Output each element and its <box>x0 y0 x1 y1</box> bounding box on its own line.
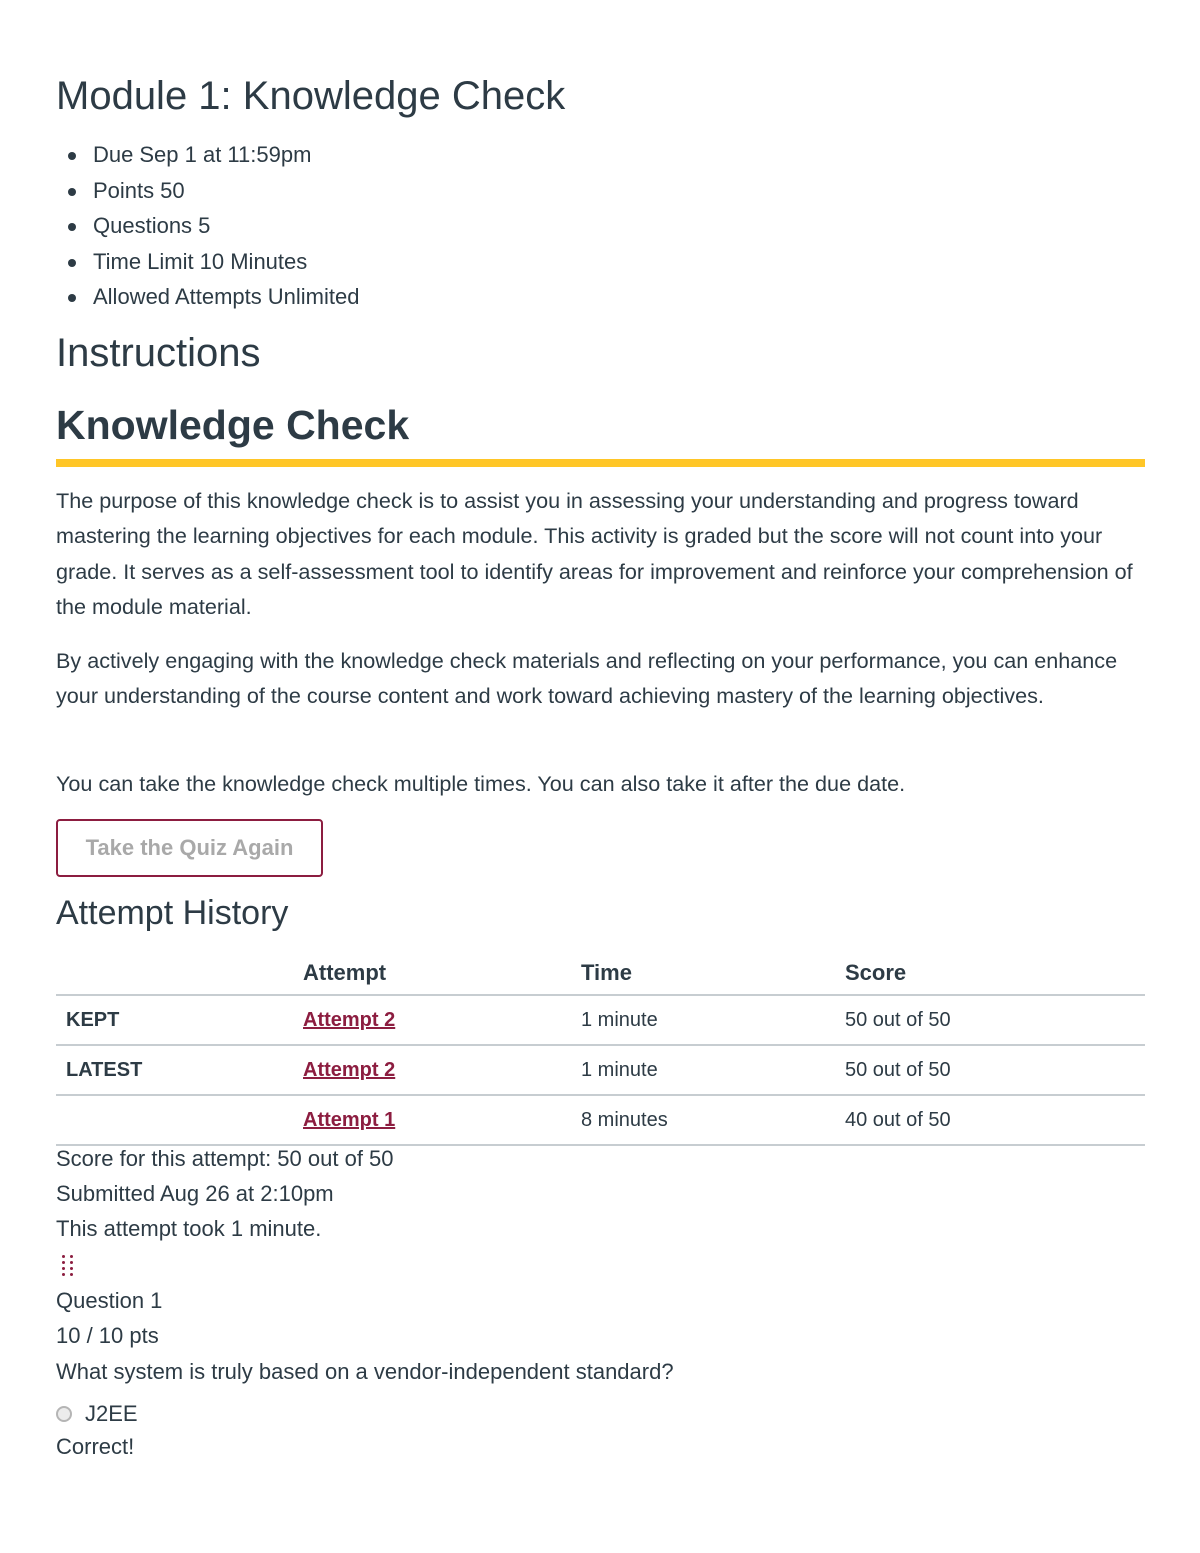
question-text: What system is truly based on a vendor-independent standard? <box>56 1359 674 1384</box>
question-title: Question 1 <box>56 1288 163 1313</box>
allowed-attempts-value: Unlimited <box>267 284 360 309</box>
allowed-attempts-item <box>93 279 359 315</box>
attempt-link[interactable]: Attempt 1 <box>303 1108 396 1131</box>
attempt-time: 8 minutes <box>581 1095 845 1145</box>
instructions-paragraph-1: The purpose of this knowledge check is to assist you in assessing your understanding and progress toward mastering the learning objectives for each module. This activity is graded but the score will not count into your grade. It serves as a self-assessment tool to identify areas for improvement and reinforce your comprehension of the module material. <box>56 488 1133 619</box>
attempt-link[interactable]: Attempt 2 <box>303 1008 396 1031</box>
instructions-paragraph-3: You can take the knowledge check multiple times. You can also take it after the due date. <box>56 771 906 796</box>
instructions-paragraph-2: By actively engaging with the knowledge check materials and reflecting on your performance, you can enhance your understanding of the course content and work toward achieving mastery of the learning objectives. <box>56 648 1118 709</box>
attempt-cell <box>303 995 581 1045</box>
time-limit-label: Time Limit <box>93 248 194 274</box>
quiz-details-list <box>56 137 359 315</box>
table-row <box>56 1095 1145 1145</box>
attempt-status: LATEST <box>56 1045 303 1095</box>
question-points: 10 / 10 pts <box>56 1323 159 1348</box>
attempt-time: 1 minute <box>581 1045 845 1095</box>
table-header-row <box>56 952 1145 995</box>
answer-text: J2EE <box>85 1401 138 1426</box>
attempt-duration-line: This attempt took 1 minute. <box>56 1216 322 1241</box>
heading-accent-rule <box>56 459 1145 467</box>
points-label: Points <box>93 177 155 203</box>
attempt-history-table <box>56 952 1145 1146</box>
questions-value: 5 <box>198 213 211 238</box>
due-label: Due <box>93 142 134 167</box>
attempt-score: 50 out of 50 <box>845 1045 1145 1095</box>
time-limit-item <box>93 244 359 280</box>
attempt-link[interactable]: Attempt 2 <box>303 1058 396 1081</box>
table-row <box>56 995 1145 1045</box>
attempt-cell <box>303 1045 581 1095</box>
column-header-time: Time <box>581 952 845 995</box>
answer-option <box>56 1398 138 1430</box>
drag-handle-icon[interactable] <box>62 1255 74 1279</box>
attempt-status: KEPT <box>56 995 303 1045</box>
attempt-status <box>56 1095 303 1145</box>
column-header-attempt: Attempt <box>303 952 581 995</box>
attempt-score: 40 out of 50 <box>845 1095 1145 1145</box>
instructions-heading: Instructions <box>56 331 261 375</box>
page-title: Module 1: Knowledge Check <box>56 74 566 118</box>
column-header-score: Score <box>845 952 1145 995</box>
questions-item <box>93 208 359 244</box>
time-limit-value: 10 Minutes <box>199 248 308 274</box>
attempt-time: 1 minute <box>581 995 845 1045</box>
table-row <box>56 1045 1145 1095</box>
submitted-line: Submitted Aug 26 at 2:10pm <box>56 1181 334 1206</box>
due-value: Sep 1 at 11:59pm <box>139 142 312 167</box>
take-quiz-again-button[interactable]: Take the Quiz Again <box>56 819 323 877</box>
knowledge-check-heading: Knowledge Check <box>56 402 410 448</box>
answer-radio <box>56 1406 72 1422</box>
attempt-history-heading: Attempt History <box>56 894 289 932</box>
due-date-item <box>93 137 359 173</box>
attempt-score: 50 out of 50 <box>845 995 1145 1045</box>
attempt-score-line: Score for this attempt: 50 out of 50 <box>56 1146 394 1171</box>
column-header-status <box>56 952 303 995</box>
points-value: 50 <box>160 177 185 203</box>
allowed-attempts-label: Allowed Attempts <box>93 284 262 309</box>
points-item <box>93 173 359 209</box>
questions-label: Questions <box>93 213 193 238</box>
attempt-cell <box>303 1095 581 1145</box>
answer-feedback: Correct! <box>56 1434 135 1459</box>
